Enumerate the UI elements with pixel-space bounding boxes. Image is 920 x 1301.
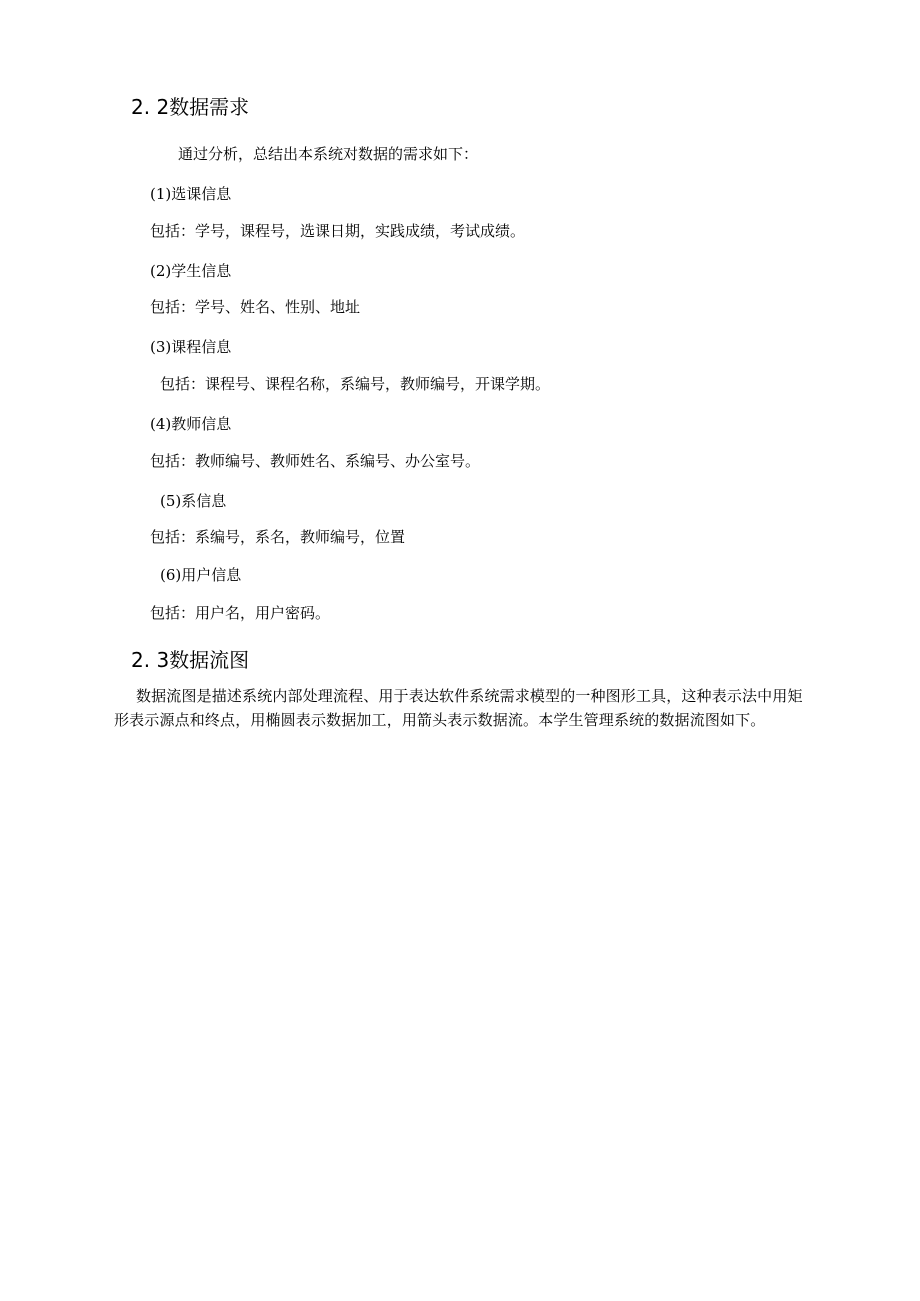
section-intro: 通过分析，总结出本系统对数据的需求如下： bbox=[178, 145, 479, 163]
item-detail-course-selection: 包括：学号，课程号，选课日期，实践成绩，考试成绩。 bbox=[150, 222, 526, 240]
item-label-department: (5)系信息 bbox=[160, 492, 227, 510]
item-detail-student: 包括：学号、姓名、性别、地址 bbox=[150, 298, 361, 316]
item-detail-user: 包括：用户名，用户密码。 bbox=[150, 604, 331, 622]
section-heading-data-flow-diagram: 2. 3数据流图 bbox=[131, 648, 250, 672]
item-label-course: (3)课程信息 bbox=[150, 338, 232, 356]
item-label-course-selection: (1)选课信息 bbox=[150, 185, 232, 203]
data-flow-paragraph: 数据流图是描述系统内部处理流程、用于表达软件系统需求模型的一种图形工具，这种表示法中用矩形表示源点和终点，用椭圆表示数据加工，用箭头表示数据流。本学生管理系统的数据流图如下。 bbox=[114, 687, 803, 729]
section-heading-data-requirements: 2. 2数据需求 bbox=[131, 95, 250, 119]
item-label-student: (2)学生信息 bbox=[150, 262, 232, 280]
item-detail-teacher: 包括：教师编号、教师姓名、系编号、办公室号。 bbox=[150, 452, 481, 470]
item-label-teacher: (4)教师信息 bbox=[150, 415, 232, 433]
item-label-user: (6)用户信息 bbox=[160, 566, 242, 584]
item-detail-department: 包括：系编号，系名，教师编号，位置 bbox=[150, 528, 406, 546]
item-detail-course: 包括：课程号、课程名称，系编号，教师编号，开课学期。 bbox=[160, 375, 551, 393]
